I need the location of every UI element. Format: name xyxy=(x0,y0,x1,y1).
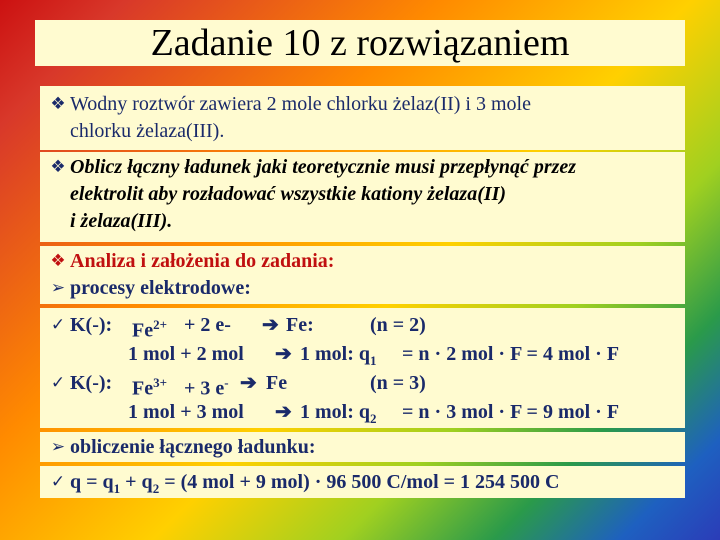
reaction-2-line xyxy=(40,370,685,400)
analysis-heading: Analiza i założenia do zadania: xyxy=(70,250,335,272)
check-bullet-icon: ✓ xyxy=(50,315,66,335)
arrow-bullet-icon: ➢ xyxy=(50,437,66,457)
reaction-1-calc-line xyxy=(40,341,685,367)
question-text-1: Oblicz łączny ładunek jaki teoretycznie musi przepłynąć przez xyxy=(70,156,577,178)
reaction-1-electrons: + 2 e- xyxy=(184,314,231,336)
reaction-1-n: (n = 2) xyxy=(370,314,426,336)
question-text-3: i żelaza(III). xyxy=(70,210,173,232)
analysis-block xyxy=(40,246,685,304)
reaction-1-ion: $Fe^{2+}$ xyxy=(132,317,168,342)
problem-line-1 xyxy=(40,91,685,117)
reaction-arrow-icon: ➔ xyxy=(262,314,279,336)
question-line-1 xyxy=(40,154,685,180)
analysis-line-2 xyxy=(40,275,685,301)
reaction-2-calc-line xyxy=(40,399,685,425)
question-line-2 xyxy=(40,181,685,207)
charge-heading-line xyxy=(40,434,685,460)
reaction-1-calc-left: 1 mol + 2 mol xyxy=(128,343,244,365)
reaction-2-calc-right: = n · 3 mol · F = 9 mol · F xyxy=(402,401,620,423)
problem-line-2 xyxy=(40,118,685,144)
charge-result-line xyxy=(40,469,685,495)
question-text-2: elektrolit aby rozładować wszystkie kationy żelaza(II) xyxy=(70,183,507,205)
charge-result-block xyxy=(40,466,685,498)
reaction-2-calc-left: 1 mol + 3 mol xyxy=(128,401,244,423)
diamond-bullet-icon: ❖ xyxy=(50,157,66,177)
electrode-processes-label: procesy elektrodowe: xyxy=(70,277,251,299)
diamond-bullet-icon: ❖ xyxy=(50,94,66,114)
reaction-2-electrons: + 3 e- xyxy=(184,375,229,400)
charge-heading: obliczenie łącznego ładunku: xyxy=(70,436,316,458)
reaction-2-calc-mid: 1 mol: $q_2$ xyxy=(300,401,377,426)
charge-heading-block xyxy=(40,432,685,462)
question-block xyxy=(40,152,685,242)
reaction-2-product: Fe xyxy=(266,372,288,394)
reaction-2-n: (n = 3) xyxy=(370,372,426,394)
reactions-block xyxy=(40,308,685,428)
reaction-1-label: K(-): xyxy=(70,314,113,336)
analysis-line-1 xyxy=(40,248,685,274)
reaction-2-label: K(-): xyxy=(70,372,113,394)
reaction-1-calc-mid: 1 mol: $q_1$ xyxy=(300,343,377,368)
slide-title: Zadanie 10 z rozwiązaniem xyxy=(150,22,570,64)
problem-text-2: chlorku żelaza(III). xyxy=(70,120,225,142)
reaction-arrow-icon: ➔ xyxy=(240,372,257,394)
reaction-1-calc-right: = n · 2 mol · F = 4 mol · F xyxy=(402,343,620,365)
title-box xyxy=(35,20,685,66)
arrow-bullet-icon: ➢ xyxy=(50,278,66,298)
reaction-arrow-icon: ➔ xyxy=(275,401,292,423)
reaction-2-ion: $Fe^{3+}$ xyxy=(132,375,168,400)
problem-text-1: Wodny roztwór zawiera 2 mole chlorku żelaz(II) i 3 mole xyxy=(70,93,531,115)
reaction-1-line xyxy=(40,312,685,342)
check-bullet-icon: ✓ xyxy=(50,373,66,393)
check-bullet-icon: ✓ xyxy=(50,472,66,492)
question-line-3 xyxy=(40,208,685,234)
diamond-bullet-icon: ❖ xyxy=(50,251,66,271)
problem-statement-block xyxy=(40,86,685,150)
reaction-arrow-icon: ➔ xyxy=(275,343,292,365)
reaction-1-product: Fe: xyxy=(286,314,314,336)
charge-result-equation: $q = q_1 + q_2 = (4$ mol + 9 mol) · 96 500 C/mol = 1 254 500 C xyxy=(70,471,560,496)
